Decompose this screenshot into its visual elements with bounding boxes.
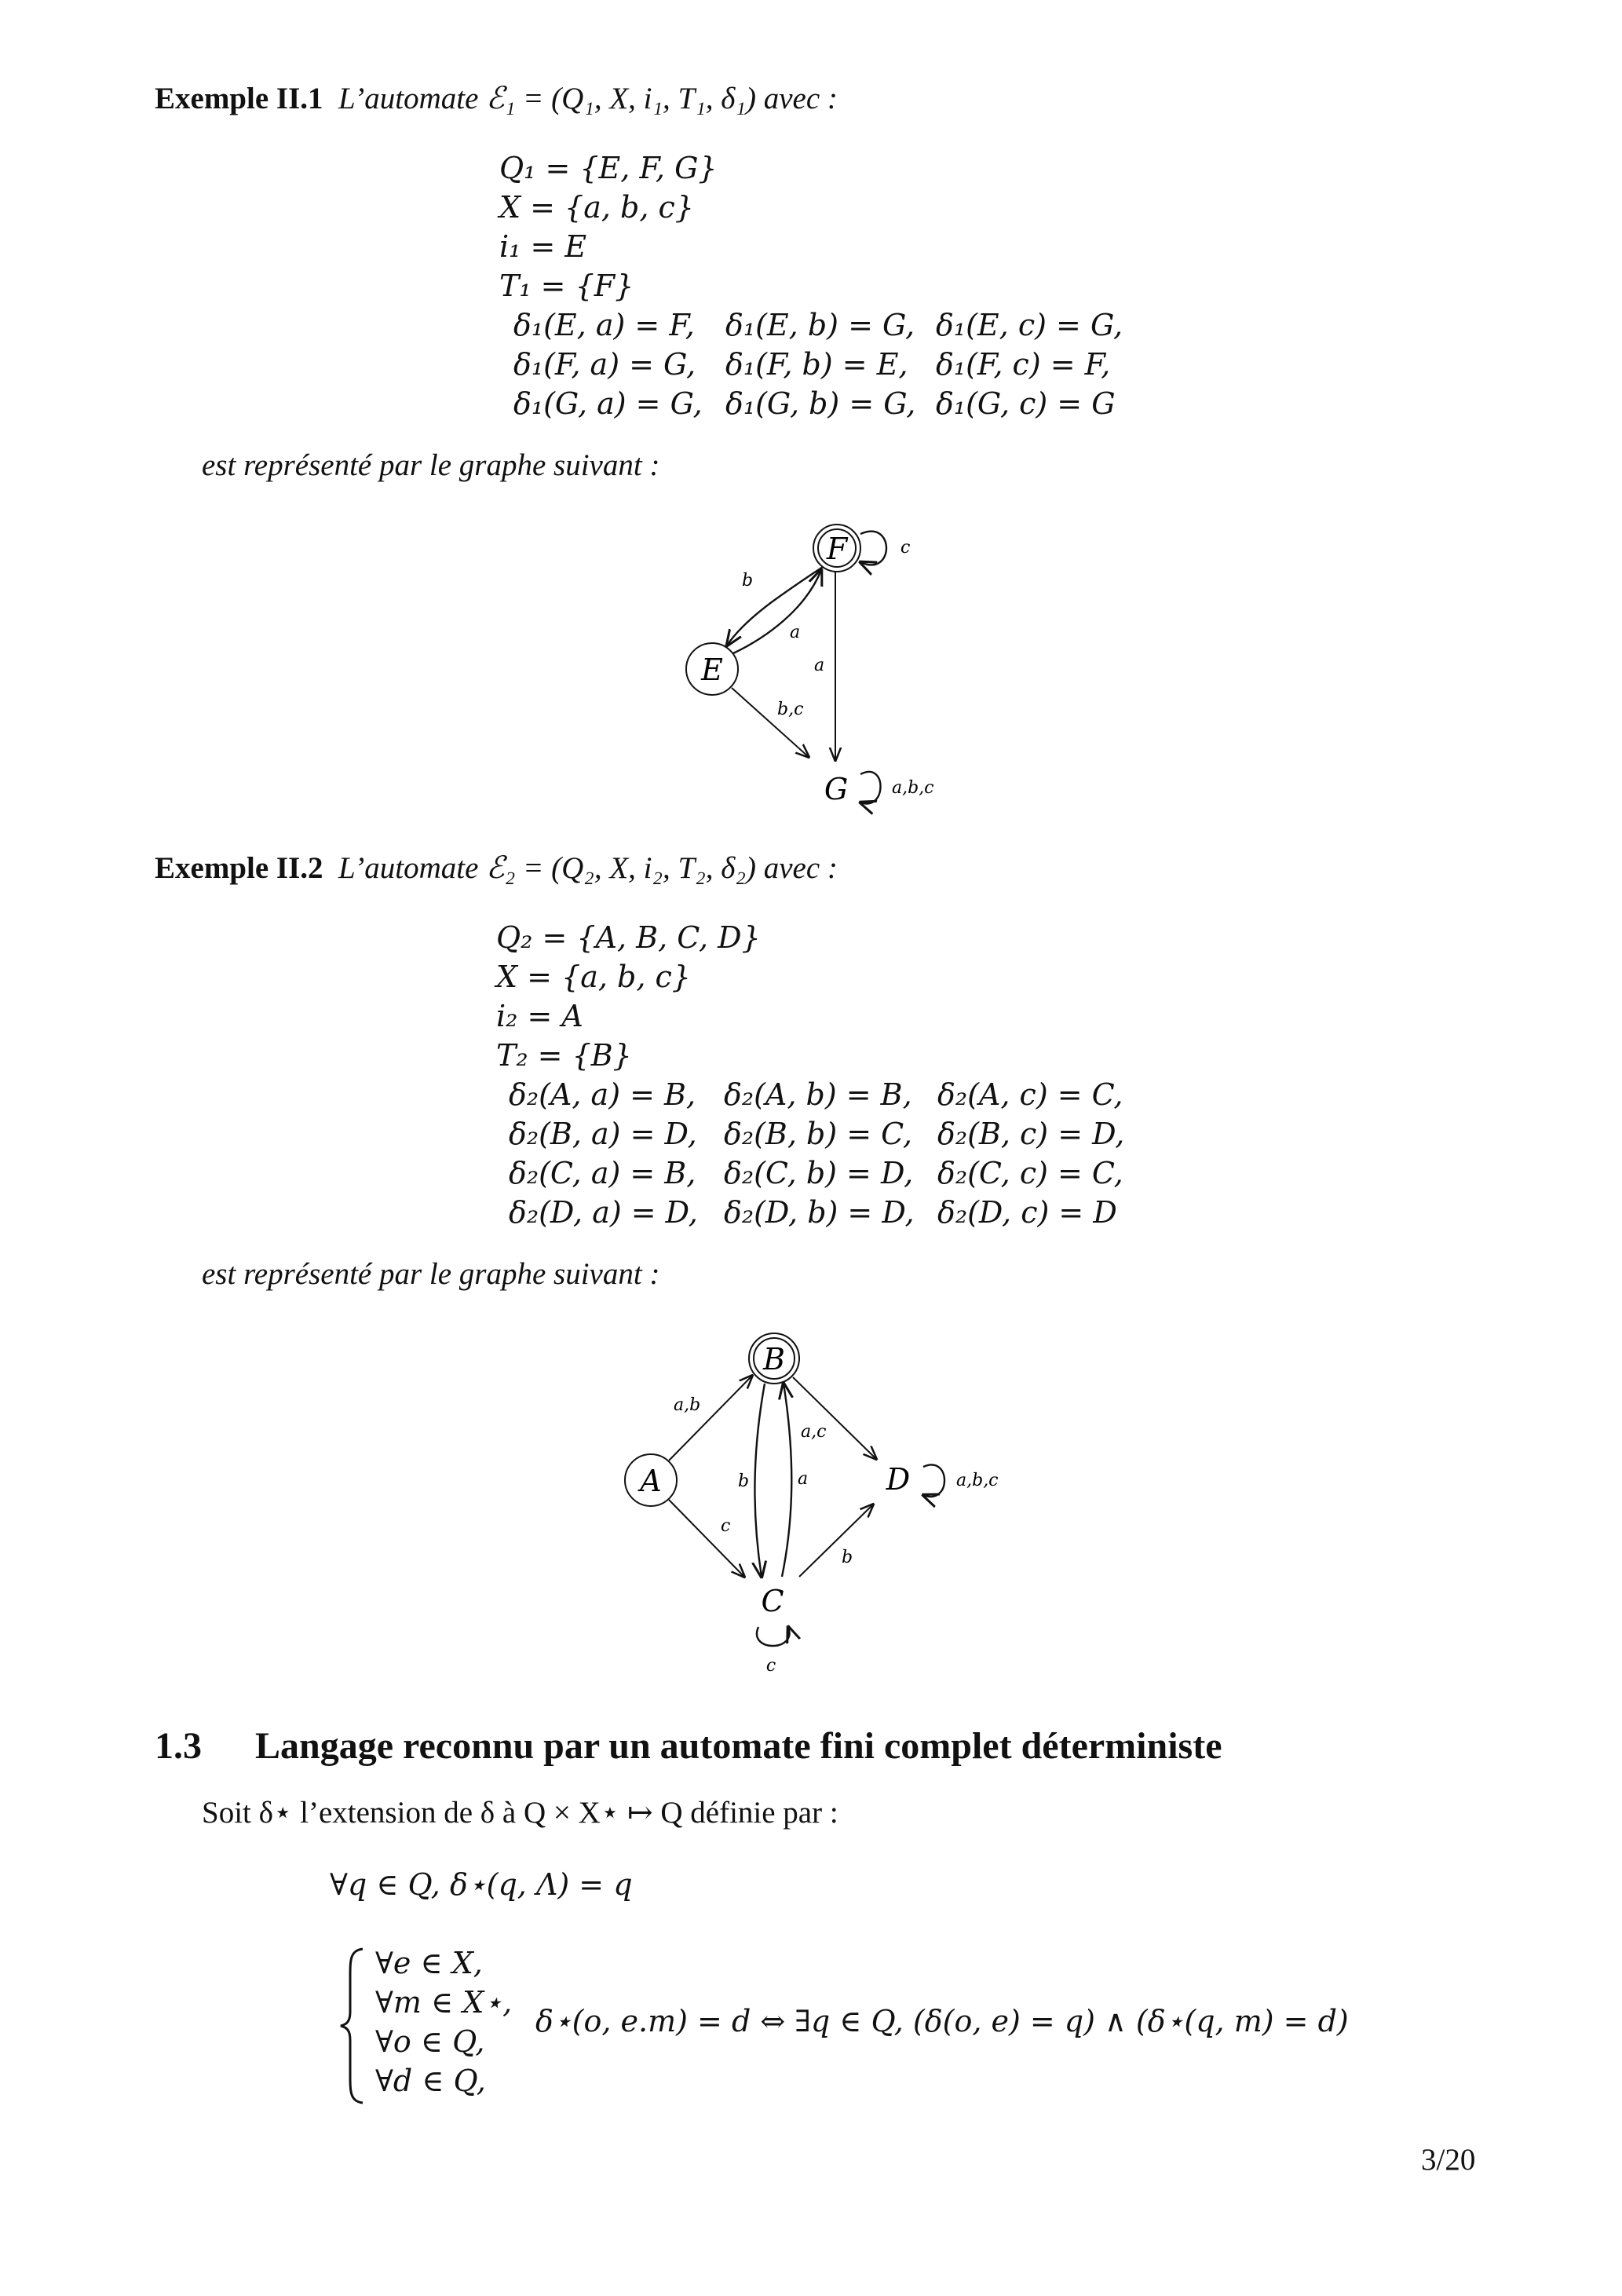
condition-e: ∀e ∈ X, bbox=[375, 1946, 483, 1980]
edge-A-C bbox=[669, 1500, 744, 1577]
condition-d: ∀d ∈ Q, bbox=[375, 2064, 486, 2098]
example2-intro: L’automate ℰ₂ = (Q₂, X, i₂, T₂, δ₂) avec : bbox=[338, 851, 838, 885]
edge-D-D bbox=[923, 1464, 944, 1496]
example2-initial-state: i₂ = A bbox=[496, 999, 583, 1033]
example1-heading bbox=[155, 81, 838, 116]
edge-label-C-D: b bbox=[842, 1548, 853, 1567]
state-E-label: E bbox=[701, 653, 723, 687]
state-D-label: D bbox=[886, 1462, 911, 1497]
section-number: 1.3 bbox=[155, 1725, 202, 1767]
example1-transition: δ₁(E, b) = G, bbox=[725, 308, 915, 342]
edge-label-F-G: a bbox=[814, 656, 825, 675]
edge-label-A-B: a,b bbox=[674, 1395, 701, 1415]
state-B-label: B bbox=[763, 1342, 785, 1377]
edge-label-G-G: a,b,c bbox=[892, 778, 934, 798]
example2-transition: δ₂(A, a) = B, bbox=[509, 1077, 696, 1112]
example1-transition: δ₁(E, a) = F, bbox=[513, 308, 695, 342]
example2-transition: δ₂(C, a) = B, bbox=[509, 1156, 696, 1190]
formula-recursive-case: δ⋆(o, e.m) = d ⇔ ∃q ∈ Q, (δ(o, e) = q) ∧ (δ⋆(q, m) = d) bbox=[535, 2004, 1349, 2038]
edge-F-F bbox=[860, 532, 886, 565]
example1-intro: L’automate ℰ₁ = (Q₁, X, i₁, T₁, δ₁) avec : bbox=[338, 82, 838, 115]
example2-transition: δ₂(B, b) = C, bbox=[724, 1117, 912, 1151]
edge-label-B-D: a,c bbox=[801, 1422, 827, 1442]
example2-transition: δ₂(C, b) = D, bbox=[724, 1156, 914, 1190]
automaton-graph-2 bbox=[612, 1319, 1021, 1680]
edge-G-G bbox=[860, 772, 881, 804]
condition-o: ∀o ∈ Q, bbox=[375, 2024, 485, 2059]
example1-transition: δ₁(F, a) = G, bbox=[513, 347, 696, 382]
example1-transition: δ₁(F, b) = E, bbox=[725, 347, 908, 382]
state-C-label: C bbox=[761, 1584, 784, 1618]
example1-caption: est représenté par le graphe suivant : bbox=[202, 448, 660, 482]
page-number: 3/20 bbox=[1421, 2143, 1476, 2177]
edge-label-E-F: a bbox=[790, 623, 801, 642]
edge-label-C-C: c bbox=[765, 1656, 776, 1676]
edge-A-B bbox=[669, 1376, 752, 1461]
example1-transition: δ₁(G, c) = G bbox=[936, 386, 1116, 421]
example2-states-set: Q₂ = {A, B, C, D} bbox=[496, 920, 761, 955]
example1-label: Exemple II.1 bbox=[155, 82, 323, 115]
example1-terminal-states: T₁ = {F} bbox=[499, 269, 634, 303]
example2-transition: δ₂(A, c) = C, bbox=[937, 1077, 1123, 1112]
edge-label-E-G: b,c bbox=[777, 700, 804, 719]
automaton-graph-1 bbox=[644, 503, 974, 817]
example2-heading bbox=[155, 850, 838, 886]
edge-C-D bbox=[799, 1504, 873, 1577]
state-A-label: A bbox=[640, 1464, 662, 1498]
example2-caption: est représenté par le graphe suivant : bbox=[202, 1257, 660, 1291]
state-G-label: G bbox=[824, 772, 849, 806]
example1-alphabet: X = {a, b, c} bbox=[499, 190, 694, 225]
left-brace bbox=[338, 1946, 369, 2106]
edge-B-D bbox=[793, 1377, 876, 1459]
edge-label-F-F: c bbox=[901, 538, 911, 558]
edge-C-B bbox=[782, 1384, 791, 1577]
example1-initial-state: i₁ = E bbox=[499, 229, 587, 264]
section-heading bbox=[155, 1724, 1222, 1768]
example2-transition: δ₂(B, a) = D, bbox=[509, 1117, 697, 1151]
example2-transition: δ₂(D, b) = D, bbox=[724, 1195, 915, 1230]
example1-transition: δ₁(E, c) = G, bbox=[936, 308, 1123, 342]
example2-transition: δ₂(D, c) = D bbox=[937, 1195, 1117, 1230]
example2-alphabet: X = {a, b, c} bbox=[496, 960, 691, 994]
example2-transition: δ₂(D, a) = D, bbox=[509, 1195, 698, 1230]
section-intro: Soit δ⋆ l’extension de δ à Q × X⋆ ↦ Q définie par : bbox=[202, 1796, 838, 1830]
section-title: Langage reconnu par un automate fini complet déterministe bbox=[255, 1725, 1222, 1767]
edge-label-F-E: b bbox=[742, 571, 754, 590]
example1-transition: δ₁(F, c) = F, bbox=[936, 347, 1111, 382]
edge-label-B-C: b bbox=[738, 1472, 750, 1491]
example2-transition: δ₂(A, b) = B, bbox=[724, 1077, 912, 1112]
example2-transition: δ₂(C, c) = C, bbox=[937, 1156, 1123, 1190]
edge-B-C bbox=[754, 1384, 765, 1577]
edge-label-A-C: c bbox=[721, 1516, 731, 1536]
example1-transition: δ₁(G, b) = G, bbox=[725, 386, 916, 421]
condition-m: ∀m ∈ X⋆, bbox=[375, 1985, 513, 2020]
state-F-label: F bbox=[826, 532, 848, 566]
edge-label-D-D: a,b,c bbox=[956, 1471, 999, 1490]
example2-transition: δ₂(B, c) = D, bbox=[937, 1117, 1125, 1151]
edge-E-G bbox=[732, 688, 809, 757]
formula-base-case: ∀q ∈ Q, δ⋆(q, Λ) = q bbox=[330, 1867, 633, 1902]
example2-label: Exemple II.2 bbox=[155, 851, 323, 885]
example1-states-set: Q₁ = {E, F, G} bbox=[499, 151, 718, 185]
edge-C-C bbox=[757, 1627, 790, 1646]
example2-terminal-states: T₂ = {B} bbox=[496, 1038, 632, 1073]
example1-transition: δ₁(G, a) = G, bbox=[513, 386, 703, 421]
edge-label-C-B: a bbox=[798, 1469, 809, 1489]
